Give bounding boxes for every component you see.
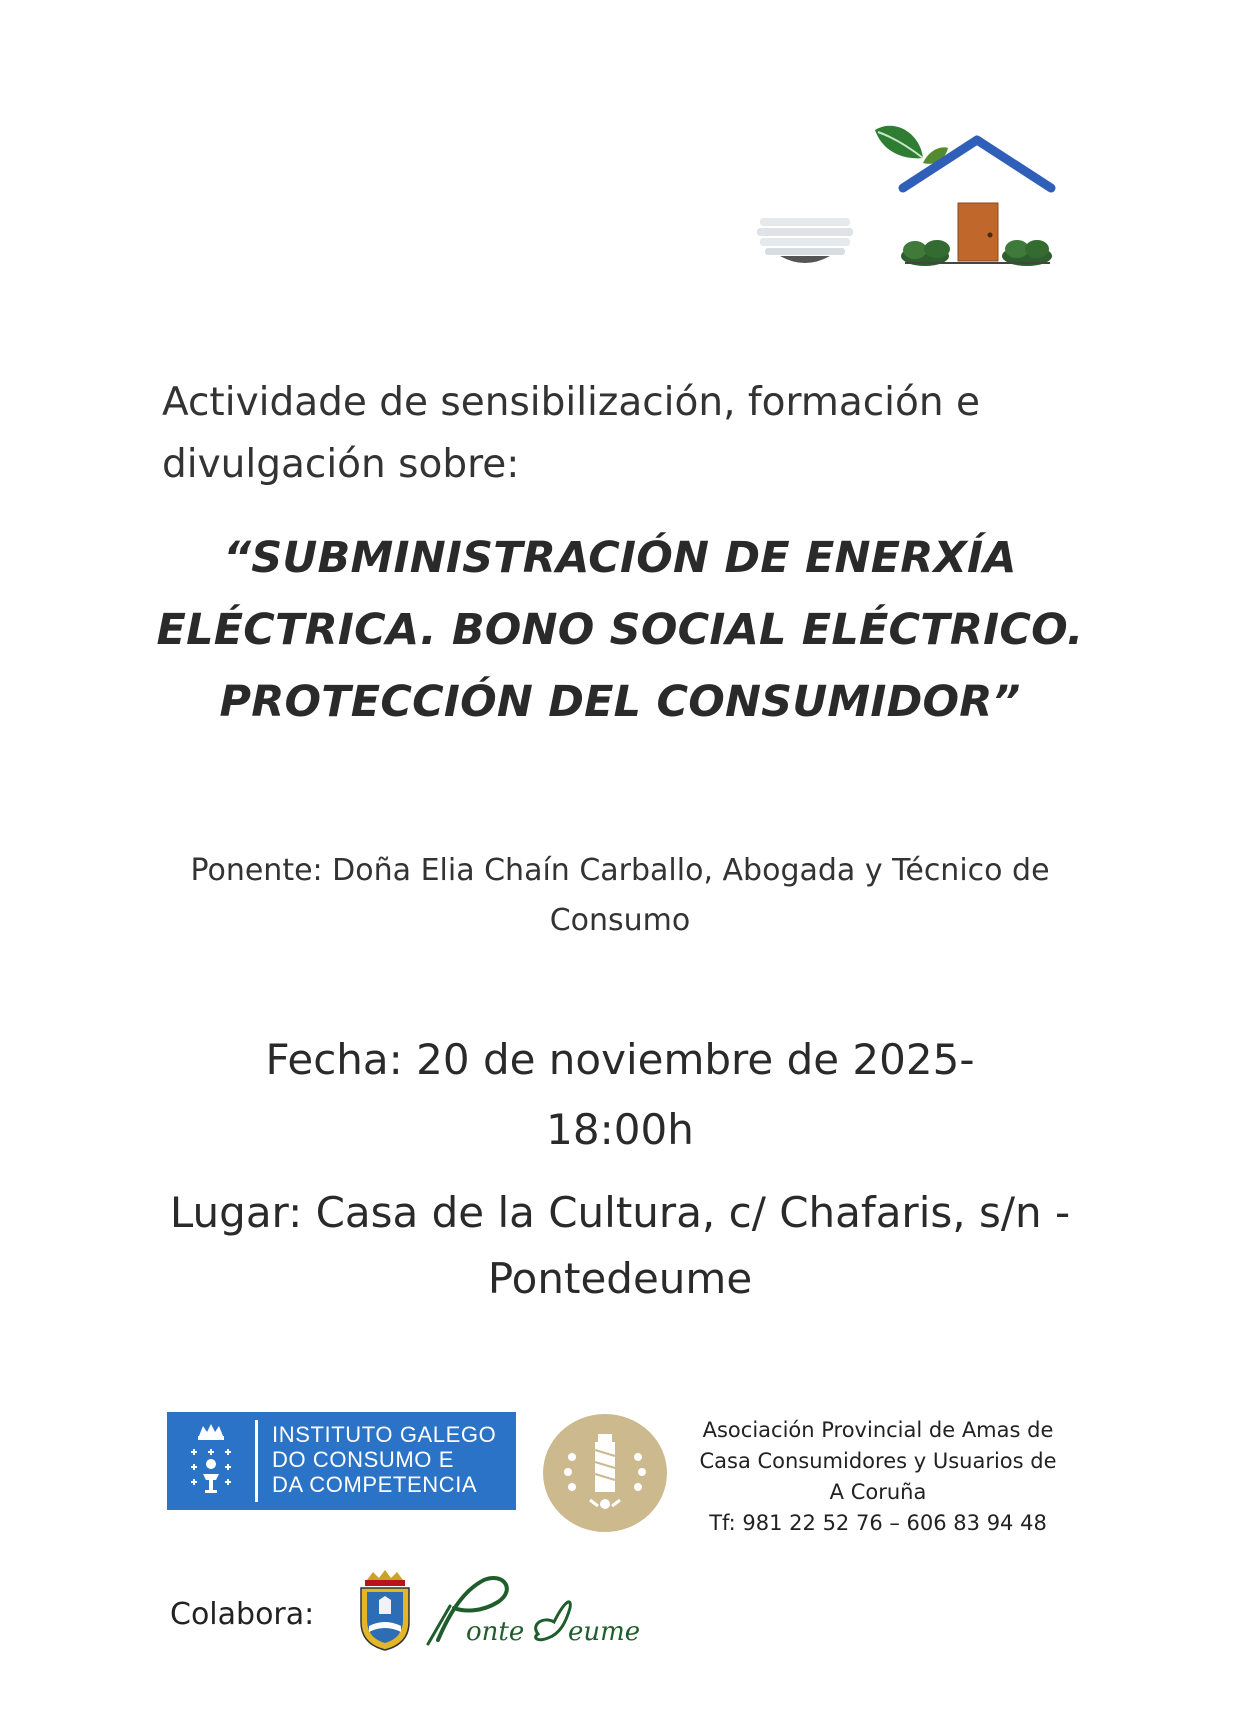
- title-line-1: “SUBMINISTRACIÓN DE ENERXÍA: [223, 533, 1017, 583]
- pontedeume-logo: [420, 1572, 650, 1652]
- igc-line-2: DO CONSUMO E: [272, 1447, 454, 1472]
- association-line-3: A Coruña: [829, 1480, 927, 1504]
- place-line-2: Pontedeume: [487, 1254, 753, 1303]
- svg-text:onte: onte: [466, 1617, 525, 1647]
- speaker-line-1: Ponente: Doña Elia Chaín Carballo, Abogada y Técnico de: [190, 853, 1050, 888]
- association-info: [678, 1415, 1078, 1539]
- title-line-2: ELÉCTRICA. BONO SOCIAL ELÉCTRICO.: [156, 605, 1084, 655]
- date-line-1: Fecha: 20 de noviembre de 2025-: [265, 1035, 975, 1084]
- igc-line-3: DA COMPETENCIA: [272, 1472, 478, 1497]
- intro-line-2: divulgación sobre:: [162, 442, 520, 487]
- igc-logo: [167, 1412, 516, 1510]
- collab-label: Colabora:: [170, 1597, 315, 1632]
- speaker-line-2: Consumo: [549, 903, 691, 938]
- event-date: [150, 1025, 1090, 1165]
- association-phone: Tf: 981 22 52 76 – 606 83 94 48: [709, 1511, 1047, 1535]
- event-place: [150, 1180, 1090, 1312]
- association-line-1: Asociación Provincial de Amas de: [702, 1418, 1054, 1442]
- lightbulb-house-icon: [745, 118, 1085, 278]
- svg-text:eume: eume: [568, 1617, 641, 1647]
- association-line-2: Casa Consumidores y Usuarios de: [699, 1449, 1057, 1473]
- speaker-info: [150, 846, 1090, 946]
- igc-divider: [255, 1420, 258, 1502]
- intro-line-1: Actividade de sensibilización, formación e: [162, 380, 980, 425]
- igc-name: [272, 1422, 512, 1497]
- association-seal-icon: [540, 1412, 670, 1534]
- place-line-1: Lugar: Casa de la Cultura, c/ Chafaris, s/n -: [169, 1188, 1071, 1237]
- intro-text: [162, 372, 1062, 496]
- pontedeume-crest-icon: [355, 1570, 415, 1652]
- date-line-2: 18:00h: [546, 1105, 694, 1154]
- galicia-emblem-icon: [181, 1422, 241, 1500]
- title-line-3: PROTECCIÓN DEL CONSUMIDOR”: [219, 677, 1021, 727]
- event-title: [150, 522, 1090, 738]
- igc-line-1: INSTITUTO GALEGO: [272, 1422, 497, 1447]
